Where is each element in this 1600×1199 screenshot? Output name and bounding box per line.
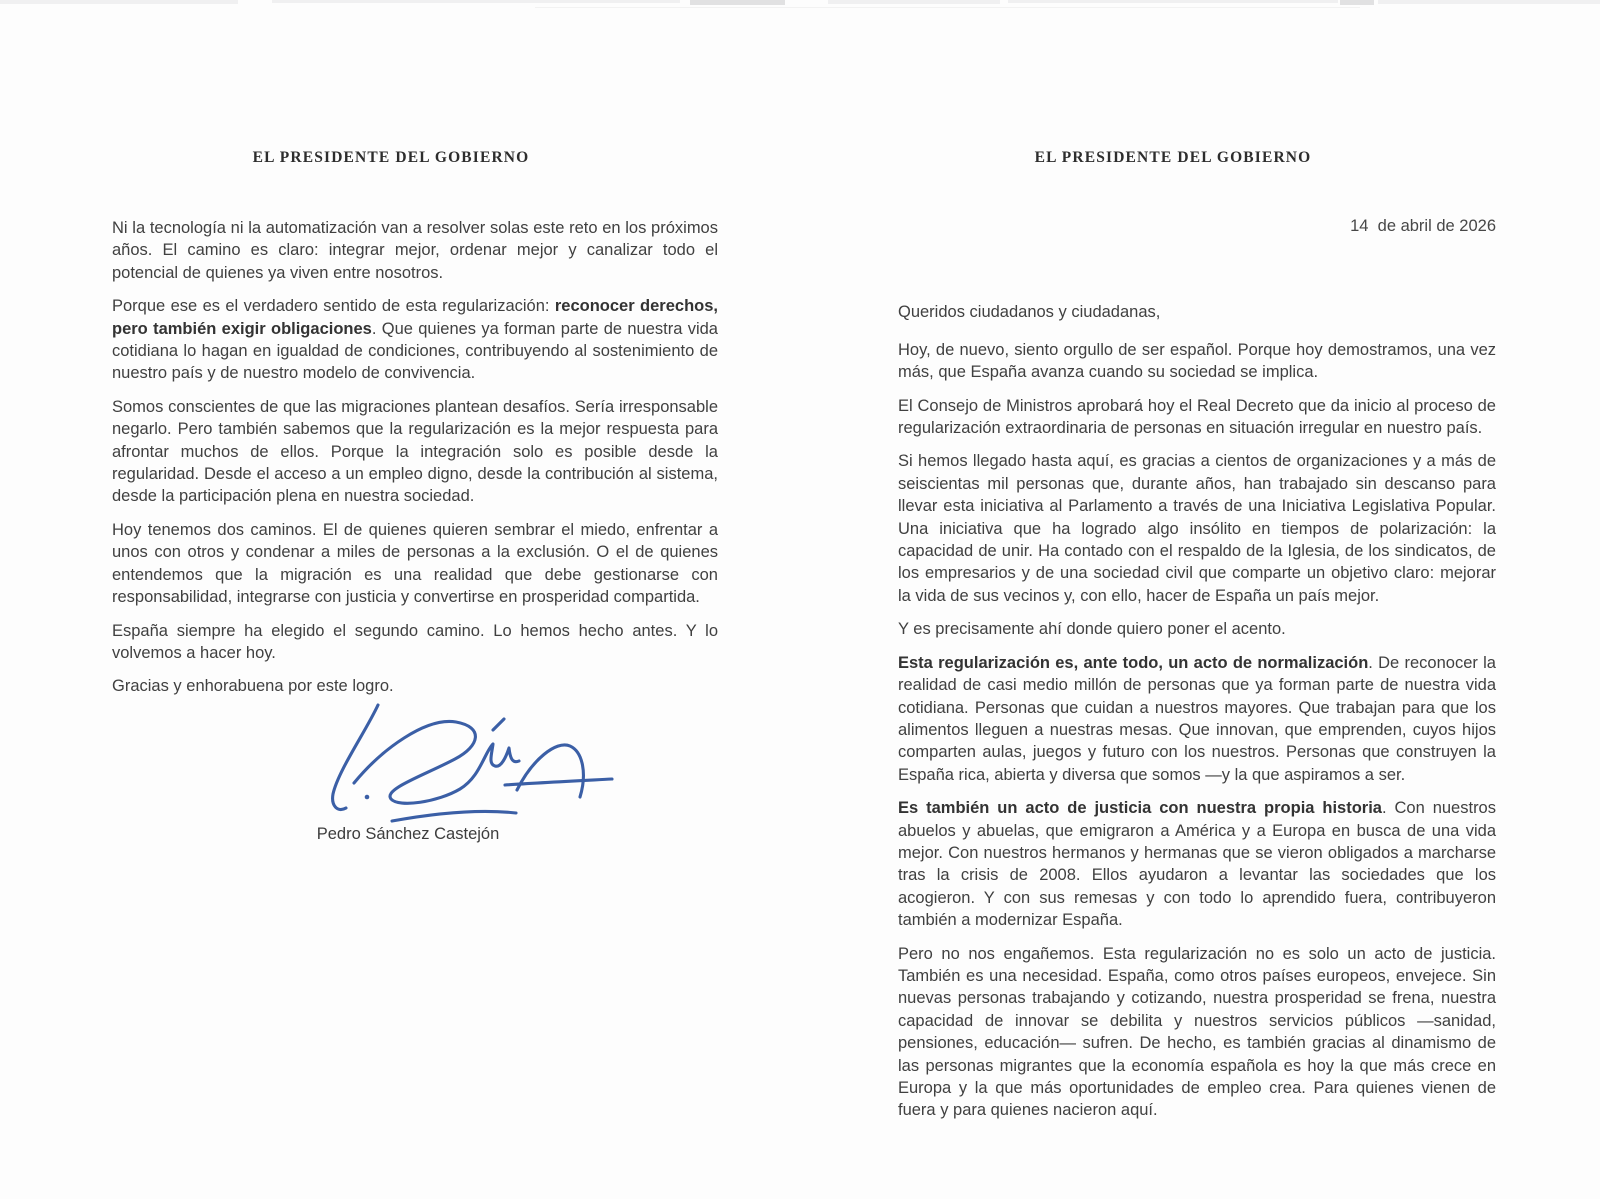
scan-artifact <box>828 0 1000 4</box>
paragraph: Porque ese es el verdadero sentido de esta regularización: reconocer derechos, pero también exigir obligaciones. Que quienes ya forman parte de nuestra vida cotidiana lo hagan en igualdad de condiciones, contribuyendo al sostenimiento de nuestro país y de nuestro modelo de convivencia. <box>112 297 718 383</box>
signature-name: Pedro Sánchez Castejón <box>316 824 500 843</box>
letterhead-title: EL PRESIDENTE DEL GOBIERNO <box>1034 149 1312 166</box>
scan-artifact <box>272 0 680 3</box>
paragraph: Y es precisamente ahí donde quiero poner el acento. <box>898 620 1286 639</box>
letter-body-right <box>898 339 1496 1122</box>
paragraph: Hoy tenemos dos caminos. El de quienes quieren sembrar el miedo, enfrentar a unos con otros y condenar a miles de personas a la exclusión. O el de quienes entendemos que la migración es una realidad que debe gestionarse con responsabilidad, integrarse con justicia y convertirse en prosperidad compartida. <box>112 520 718 607</box>
scan-artifact <box>535 7 1360 8</box>
scan-artifact <box>690 0 785 5</box>
scan-artifact <box>1340 0 1374 5</box>
paragraph: Es también un acto de justicia con nuestra propia historia. Con nuestros abuelos y abuelas, que emigraron a América y a Europa en busca de una vida mejor. Con nuestros hermanos y hermanas que se vieron obligados a marcharse tras la crisis de 2008. Ellos ayudaron a levantar las sociedades que los acogieron. Y con sus remesas y con todo lo aprendido fuera, contribuyeron también a modernizar España. <box>898 799 1496 930</box>
paragraph: Pero no nos engañemos. Esta regularización no es solo un acto de justicia. También es una necesidad. España, como otros países europeos, envejece. Sin nuevas personas trabajando y cotizando, nuestra prosperidad se frena, nuestra capacidad de innovar se debilita y nuestros servicios públicos —sanidad, pensiones, educación— sufren. De hecho, es también gracias al dinamismo de las personas migrantes que la economía española es hoy la que más crece en Europa y la que más oportunidades de empleo crea. Para quienes vienen de fuera y para quienes nacieron aquí. <box>898 944 1496 1120</box>
paragraph: Ni la tecnología ni la automatización van a resolver solas este reto en los próximos años. El camino es claro: integrar mejor, ordenar mejor y canalizar todo el potencial de quienes ya viven entre nosotros. <box>112 219 718 282</box>
paragraph: Si hemos llegado hasta aquí, es gracias a cientos de organizaciones y a más de seiscientas mil personas que, durante años, han trabajado sin descanso para llevar esta iniciativa al Parlamento a través de una Iniciativa Legislativa Popular. Una iniciativa que ha logrado algo insólito en tiempos de polarización: la capacidad de unir. Ha contado con el respaldo de la Iglesia, de los sindicatos, de los empresarios y de una sociedad civil que comparte un objetivo claro: mejorar la vida de sus vecinos y, con ello, hacer de España un país mejor. <box>898 452 1496 605</box>
scan-artifact <box>0 0 238 4</box>
letter-date: 14 de abril de 2026 <box>1350 217 1496 235</box>
paragraph: Somos conscientes de que las migraciones plantean desafíos. Sería irresponsable negarlo. Pero también sabemos que la regularización es la mejor respuesta para afrontar muchos de ellos. Porque la integración solo es posible desde la regularidad. Desde el acceso a un empleo digno, desde la contribución al sistema, desde la participación plena en nuestra sociedad. <box>112 397 718 506</box>
scan-artifact <box>1378 0 1600 4</box>
paragraph: El Consejo de Ministros aprobará hoy el Real Decreto que da inicio al proceso de regularización extraordinaria de personas en situación irregular en nuestro país. <box>898 396 1496 438</box>
paragraph: España siempre ha elegido el segundo camino. Lo hemos hecho antes. Y lo volvemos a hacer hoy. <box>112 621 718 662</box>
signature <box>308 701 614 829</box>
paragraph: Hoy, de nuevo, siento orgullo de ser español. Porque hoy demostramos, una vez más, que España avanza cuando su sociedad se implica. <box>898 340 1496 382</box>
letterhead-title: EL PRESIDENTE DEL GOBIERNO <box>252 149 530 166</box>
page-left <box>112 148 718 859</box>
page-right <box>898 148 1496 1133</box>
signature-block <box>112 709 718 859</box>
paragraph: Esta regularización es, ante todo, un acto de normalización. De reconocer la realidad de casi medio millón de personas que ya forman parte de nuestra vida cotidiana. Personas que cuidan a nuestros mayores. Que trabajan para que los alimentos lleguen a nuestras mesas. Que innovan, que emprenden, cuyos hijos comparten aulas, juegos y futuro con los nuestros. Personas que construyen la España rica, abierta y diversa que somos —y la que aspiramos a ser. <box>898 653 1496 784</box>
paragraph: Gracias y enhorabuena por este logro. <box>112 677 394 696</box>
salutation: Queridos ciudadanos y ciudadanas, <box>898 303 1161 322</box>
letter-body-left <box>112 217 718 698</box>
scan-artifact <box>1008 0 1338 3</box>
